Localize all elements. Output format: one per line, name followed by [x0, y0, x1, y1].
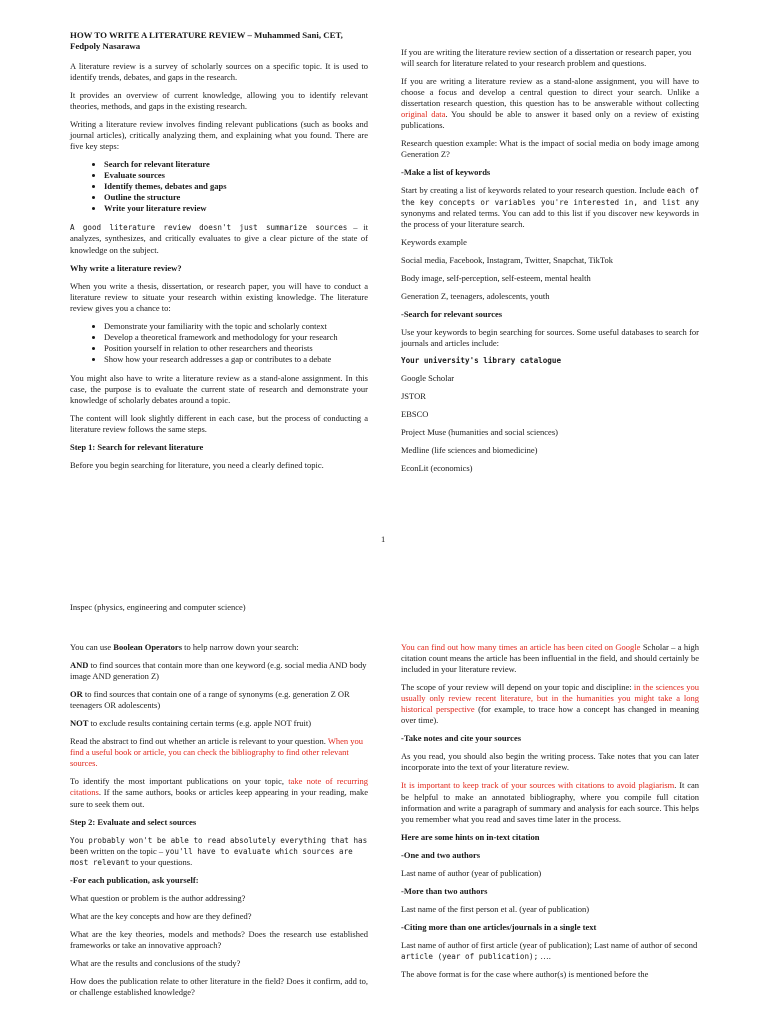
step-item: • Evaluate sources: [104, 170, 368, 181]
keywords-text-b: synonyms and related terms. You can add to this list if you discover new keywords in the process of your literature search.: [401, 207, 699, 229]
and-text: to find sources that contain more than one keyword (e.g. social media AND body image AND generation Z): [70, 660, 367, 682]
question-item: What are the key theories, models and methods? Does the research use established frameworks or take an innovative approach?: [70, 928, 368, 950]
abstract-text: Read the abstract to find out whether an article is relevant to your question.: [70, 736, 326, 747]
right-p2-text: If you are writing a literature review as a stand-alone assignment, you will have to choose a focus and develop a central question to direct your search. Unlike a dissertation research question, this question has to be answerable without collecting: [401, 76, 699, 109]
more-than-two-text: Last name of the first person et al. (year of publication): [401, 903, 590, 914]
keywords-example-label: Keywords example: [401, 236, 467, 247]
ask-yourself-heading: -For each publication, ask yourself:: [70, 874, 199, 885]
database-item: Medline (life sciences and biomedicine): [401, 445, 538, 456]
step1-paragraph: Before you begin searching for literature, you need a clearly defined topic.: [70, 460, 324, 471]
step-item: • Write your literature review: [104, 203, 368, 214]
boolean-text-c: to help narrow down your search:: [184, 642, 299, 652]
and-paragraph: [70, 660, 368, 682]
keywords-line: Social media, Facebook, Instagram, Twitter, Snapchat, TikTok: [401, 254, 613, 265]
boolean-paragraph: [70, 642, 368, 653]
step-item: • Outline the structure: [104, 192, 368, 203]
page1-right-column: [401, 47, 699, 481]
database-item: Project Muse (humanities and social sciences): [401, 426, 558, 437]
scope-paragraph: [401, 682, 699, 726]
why-item: • Develop a theoretical framework and methodology for your research: [104, 332, 368, 343]
keywords-heading: -Make a list of keywords: [401, 167, 491, 178]
good-review-emphasis: A good literature review doesn't just summarize sources: [70, 223, 348, 233]
keywords-paragraph: [401, 185, 699, 229]
good-review-paragraph: [70, 222, 368, 255]
notes-paragraph: As you read, you should also begin the writing process. Take notes that you can later incorporate into the text of your literature review.: [401, 751, 699, 773]
good-review-rest: – it analyzes, synthesizes, and critically evaluates to give a clear picture of the state of knowledge on the subject.: [70, 222, 369, 255]
keywords-line: Generation Z, teenagers, adolescents, youth: [401, 290, 550, 301]
database-item: EBSCO: [401, 408, 429, 419]
database-item-inspec: Inspec (physics, engineering and computer science): [70, 602, 246, 612]
step-item: • Search for relevant literature: [104, 159, 368, 170]
step2-heading: Step 2: Evaluate and select sources: [70, 816, 197, 827]
scope-text: The scope of your review will depend on your topic and discipline:: [401, 682, 632, 693]
keywords-line: Body image, self-perception, self-esteem, mental health: [401, 272, 591, 283]
identify-paragraph: [70, 776, 368, 809]
more-than-two-heading: -More than two authors: [401, 885, 488, 896]
scope-text-end: (for example, to trace how a concept has changed in meaning over time).: [401, 704, 699, 726]
or-keyword: OR: [70, 689, 83, 700]
research-question-example: Research question example: What is the impact of social media on body image among Generation Z?: [401, 138, 699, 160]
plagiarism-highlight: It is important to keep track of your sources with citations to avoid plagiarism: [401, 780, 675, 791]
or-text: to find sources that contain one of a range of synonyms (e.g. generation Z OR teenagers OR adolescents): [70, 689, 350, 711]
one-two-authors-text: Last name of author (year of publication): [401, 867, 542, 878]
why-heading: Why write a literature review?: [70, 262, 182, 273]
why-item: • Demonstrate your familiarity with the topic and scholarly context: [104, 321, 368, 332]
why-list: [70, 321, 368, 365]
citation-count-text: Scholar – a high citation count means the article has been influential in the field, and should certainly be included in your literature review.: [401, 642, 700, 675]
plagiarism-paragraph: [401, 780, 699, 824]
right-paragraph-1: If you are writing the literature review section of a dissertation or research paper, you will search for literature related to your research problem and questions.: [401, 47, 692, 69]
question-item: How does the publication relate to other literature in the field? Does it confirm, add to, or challenge established knowledge?: [70, 976, 368, 998]
multiple-articles-ellipsis: ….: [540, 950, 551, 961]
bibliography-highlight: When you find a useful book or article, you can check the bibliography to find other relevant sources.: [70, 736, 364, 769]
why-item: • Position yourself in relation to other researchers and theorists: [104, 343, 368, 354]
question-item: What are the results and conclusions of the study?: [70, 957, 241, 968]
step1-heading: Step 1: Search for relevant literature: [70, 442, 204, 453]
why-item: • Show how your research addresses a gap or contributes to a debate: [104, 354, 368, 365]
multiple-articles-emphasis: article (year of publication);: [401, 951, 539, 961]
why-paragraph: When you write a thesis, dissertation, or research paper, you will have to conduct a literature review to situate your research within existing knowledge. The literature review gives you a chance to:: [70, 280, 368, 313]
right-p2-text-end: . You should be able to answer it based only on a review of existing publications.: [401, 109, 699, 131]
page2-left-column: [70, 642, 368, 1005]
page-gap: [0, 550, 768, 586]
scope-highlight: in the sciences you usually only review recent literature, but in the humanities you might take a long historical perspective: [401, 682, 699, 715]
not-keyword: NOT: [70, 718, 89, 729]
five-steps-list: [70, 159, 368, 214]
database-item: JSTOR: [401, 390, 426, 401]
page2-right-column: [401, 642, 699, 987]
intro-paragraph-3: Writing a literature review involves finding relevant publications (such as books and journal articles), critically analyzing them, and explaining what you found. There are five key steps:: [70, 119, 368, 152]
boolean-operators-term: Boolean Operators: [113, 642, 182, 652]
original-data-highlight: original data: [401, 109, 446, 120]
recurring-citations-highlight: take note of recurring citations: [70, 776, 368, 798]
step2-emphasis: You probably won't be able to read absolutely everything that has been: [70, 835, 368, 856]
search-paragraph: Use your keywords to begin searching for sources. Some useful databases to search for journals and articles include:: [401, 326, 699, 348]
page1-left-column: [70, 30, 368, 478]
question-item: What question or problem is the author addressing?: [70, 892, 246, 903]
plagiarism-text: . It can be helpful to make an annotated bibliography, where you compile full citation information and write a paragraph of summary and analysis for each source. This helps you remember what you read and saves time later in the process.: [401, 780, 699, 824]
google-scholar-highlight: You can find out how many times an article has been cited on Google: [401, 642, 641, 652]
abstract-paragraph: [70, 736, 368, 769]
above-format-text: The above format is for the case where author(s) is mentioned before the: [401, 969, 649, 980]
multiple-articles-text: [401, 940, 699, 962]
right-paragraph-2: [401, 76, 699, 131]
step-item: • Identify themes, debates and gaps: [104, 181, 368, 192]
identify-text-end: . If the same authors, books or articles keep appearing in your reading, make sure to seek them out.: [70, 787, 368, 809]
citation-hints-heading: Here are some hints on in-text citation: [401, 831, 540, 842]
or-paragraph: [70, 689, 368, 711]
page-number: 1: [381, 534, 386, 544]
and-keyword: AND: [70, 660, 89, 671]
notes-heading: -Take notes and cite your sources: [401, 733, 522, 744]
keywords-emphasis: each of the key concepts or variables you're interested in, and list any: [401, 186, 699, 207]
intro-paragraph-2: It provides an overview of current knowledge, allowing you to identify relevant theories, methods, and gaps in the existing research.: [70, 89, 368, 111]
intro-paragraph-1: A literature review is a survey of scholarly sources on a specific topic. It is used to identify trends, debates, and gaps in the research.: [70, 60, 368, 82]
standalone-paragraph: You might also have to write a literature review as a stand-alone assignment. In this case, the purpose is to evaluate the current state of research and demonstrate your knowledge of scholarly debates around a topic.: [70, 372, 368, 406]
one-two-authors-heading: -One and two authors: [401, 849, 481, 860]
not-text: to exclude results containing certain terms (e.g. apple NOT fruit): [90, 718, 312, 729]
database-item: EconLit (economics): [401, 463, 473, 474]
step2-text-end: to your questions.: [131, 856, 193, 867]
content-paragraph: The content will look slightly different in each case, but the process of conducting a literature review follows the same steps.: [70, 413, 368, 435]
database-item: Google Scholar: [401, 372, 455, 383]
citation-count-paragraph: [401, 642, 699, 675]
multiple-articles-text-a: Last name of author of first article (year of publication); Last name of author of second: [401, 939, 698, 950]
search-heading: -Search for relevant sources: [401, 308, 503, 319]
boolean-text-a: You can use: [70, 642, 112, 652]
not-paragraph: [70, 718, 368, 729]
step2-text: written on the topic –: [90, 845, 164, 856]
step2-paragraph: [70, 835, 368, 868]
database-library: Your university's library catalogue: [401, 355, 562, 365]
multiple-articles-heading: -Citing more than one articles/journals in a single text: [401, 921, 597, 932]
identify-text: To identify the most important publications on your topic,: [70, 776, 284, 787]
step2-emphasis-2: you'll have to evaluate which sources are most relevant: [70, 846, 353, 867]
question-item: What are the key concepts and how are they defined?: [70, 910, 252, 921]
keywords-text-a: Start by creating a list of keywords related to your research question. Include: [401, 185, 665, 196]
document-title: HOW TO WRITE A LITERATURE REVIEW – Muhammed Sani, CET, Fedpoly Nasarawa: [70, 30, 343, 52]
